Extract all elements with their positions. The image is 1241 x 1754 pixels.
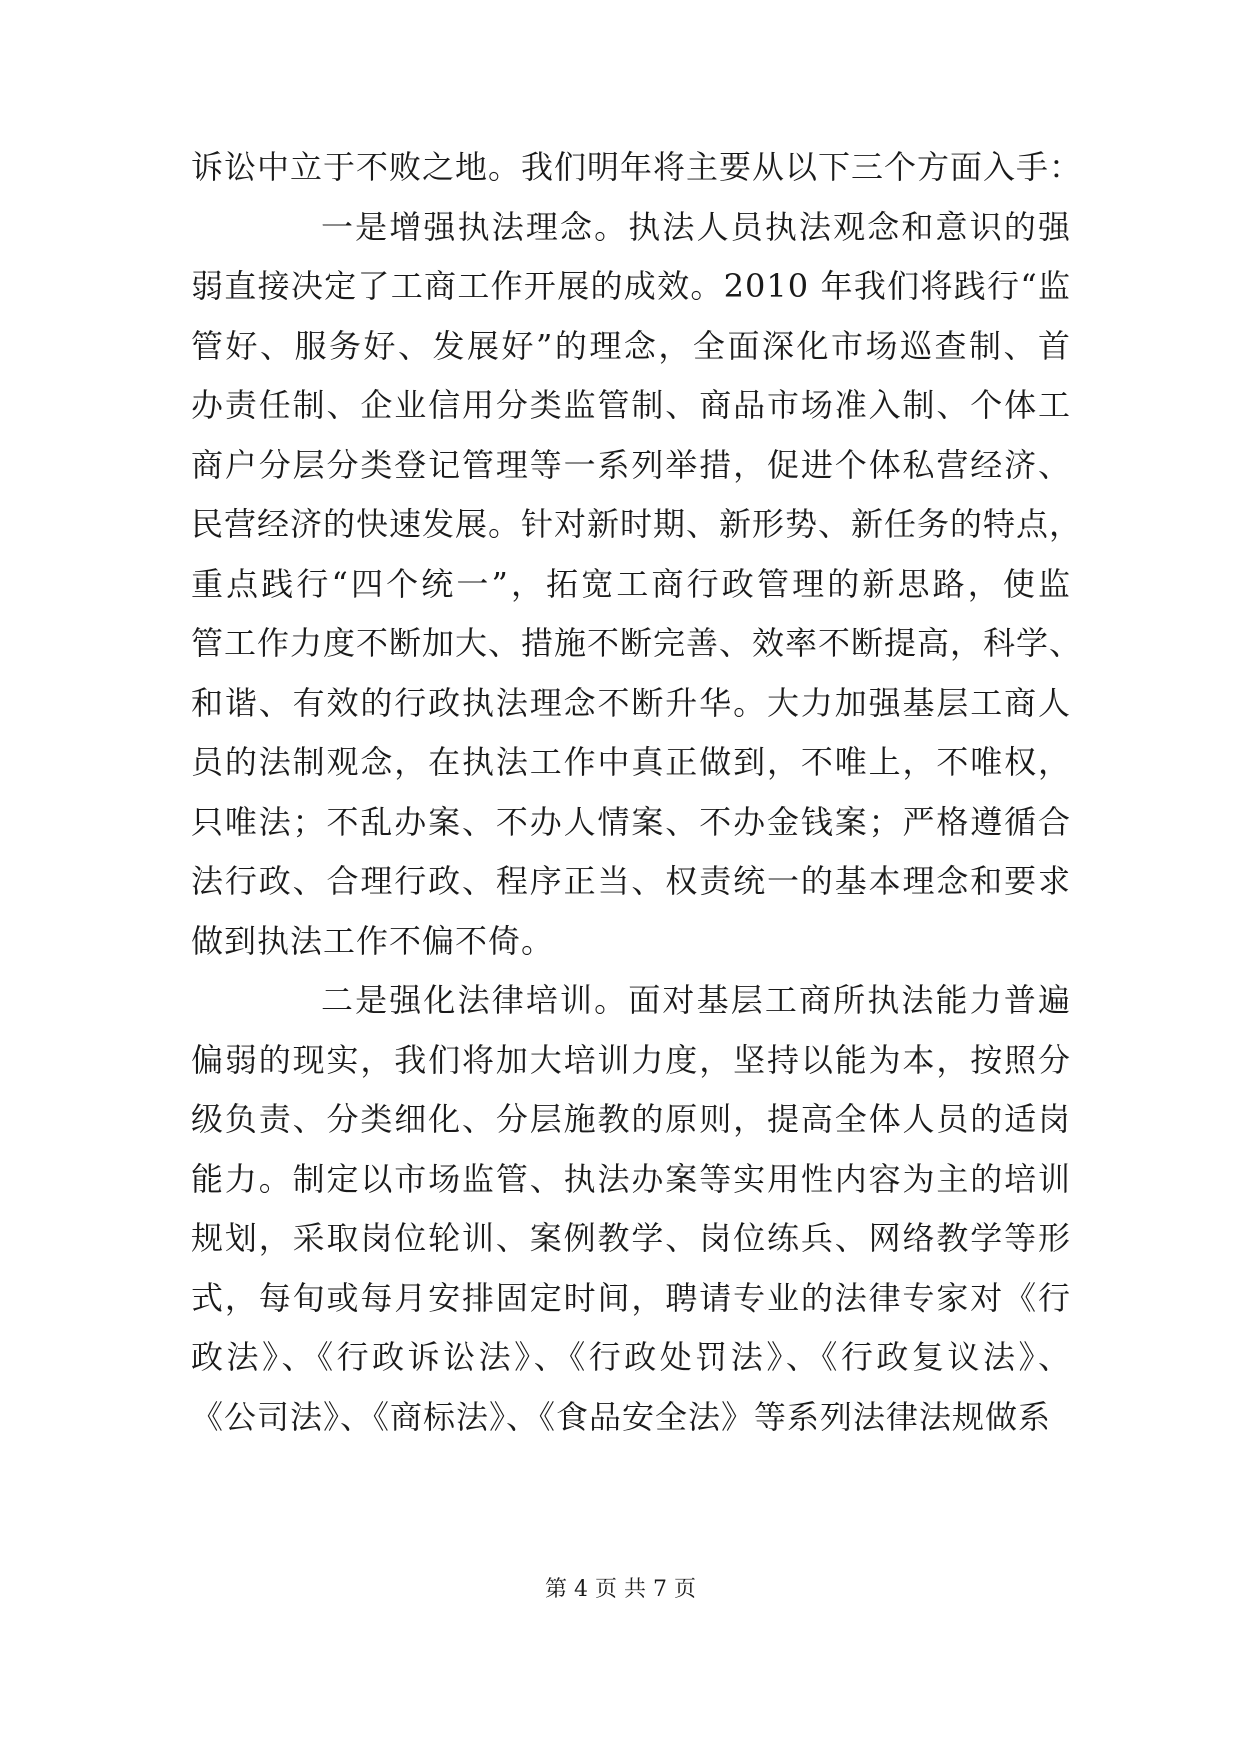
text-line: 只唯法；不乱办案、不办人情案、不办金钱案；严格遵循合 [191, 803, 1071, 841]
text-line: 和谐、有效的行政执法理念不断升华。大力加强基层工商人 [191, 684, 1071, 722]
text-line: 偏弱的现实，我们将加大培训力度，坚持以能为本，按照分 [191, 1041, 1071, 1079]
text-line: 级负责、分类细化、分层施教的原则，提高全体人员的适岗 [191, 1100, 1071, 1138]
text-line: 员的法制观念，在执法工作中真正做到，不唯上，不唯权， [191, 743, 1071, 781]
text-line: 式，每旬或每月安排固定时间，聘请专业的法律专家对《行 [191, 1279, 1071, 1317]
text-line: 政法》、《行政诉讼法》、《行政处罚法》、《行政复议法》、 [191, 1338, 1071, 1376]
text-line: 重点践行“四个统一”，拓宽工商行政管理的新思路，使监 [191, 565, 1071, 603]
text-line: 二是强化法律培训。面对基层工商所执法能力普遍 [321, 981, 1071, 1019]
text-line: 做到执法工作不偏不倚。 [191, 922, 555, 960]
text-line: 弱直接决定了工商工作开展的成效。2010 年我们将践行“监 [191, 267, 1071, 305]
text-line: 能力。制定以市场监管、执法办案等实用性内容为主的培训 [191, 1160, 1071, 1198]
text-line: 规划，采取岗位轮训、案例教学、岗位练兵、网络教学等形 [191, 1219, 1071, 1257]
text-line: 管工作力度不断加大、措施不断完善、效率不断提高，科学、 [191, 624, 1083, 662]
text-line: 法行政、合理行政、程序正当、权责统一的基本理念和要求 [191, 862, 1071, 900]
text-line: 《公司法》、《商标法》、《食品安全法》等系列法律法规做系 [191, 1398, 1052, 1436]
text-line: 诉讼中立于不败之地。我们明年将主要从以下三个方面入手： [191, 148, 1083, 186]
text-line: 商户分层分类登记管理等一系列举措，促进个体私营经济、 [191, 446, 1071, 484]
text-line: 民营经济的快速发展。针对新时期、新形势、新任务的特点， [191, 505, 1083, 543]
text-line: 办责任制、企业信用分类监管制、商品市场准入制、个体工 [191, 386, 1071, 424]
text-line: 管好、服务好、发展好”的理念，全面深化市场巡查制、首 [191, 327, 1071, 365]
text-line: 一是增强执法理念。执法人员执法观念和意识的强 [321, 208, 1071, 246]
page-footer: 第 4 页 共 7 页 [545, 1577, 696, 1602]
